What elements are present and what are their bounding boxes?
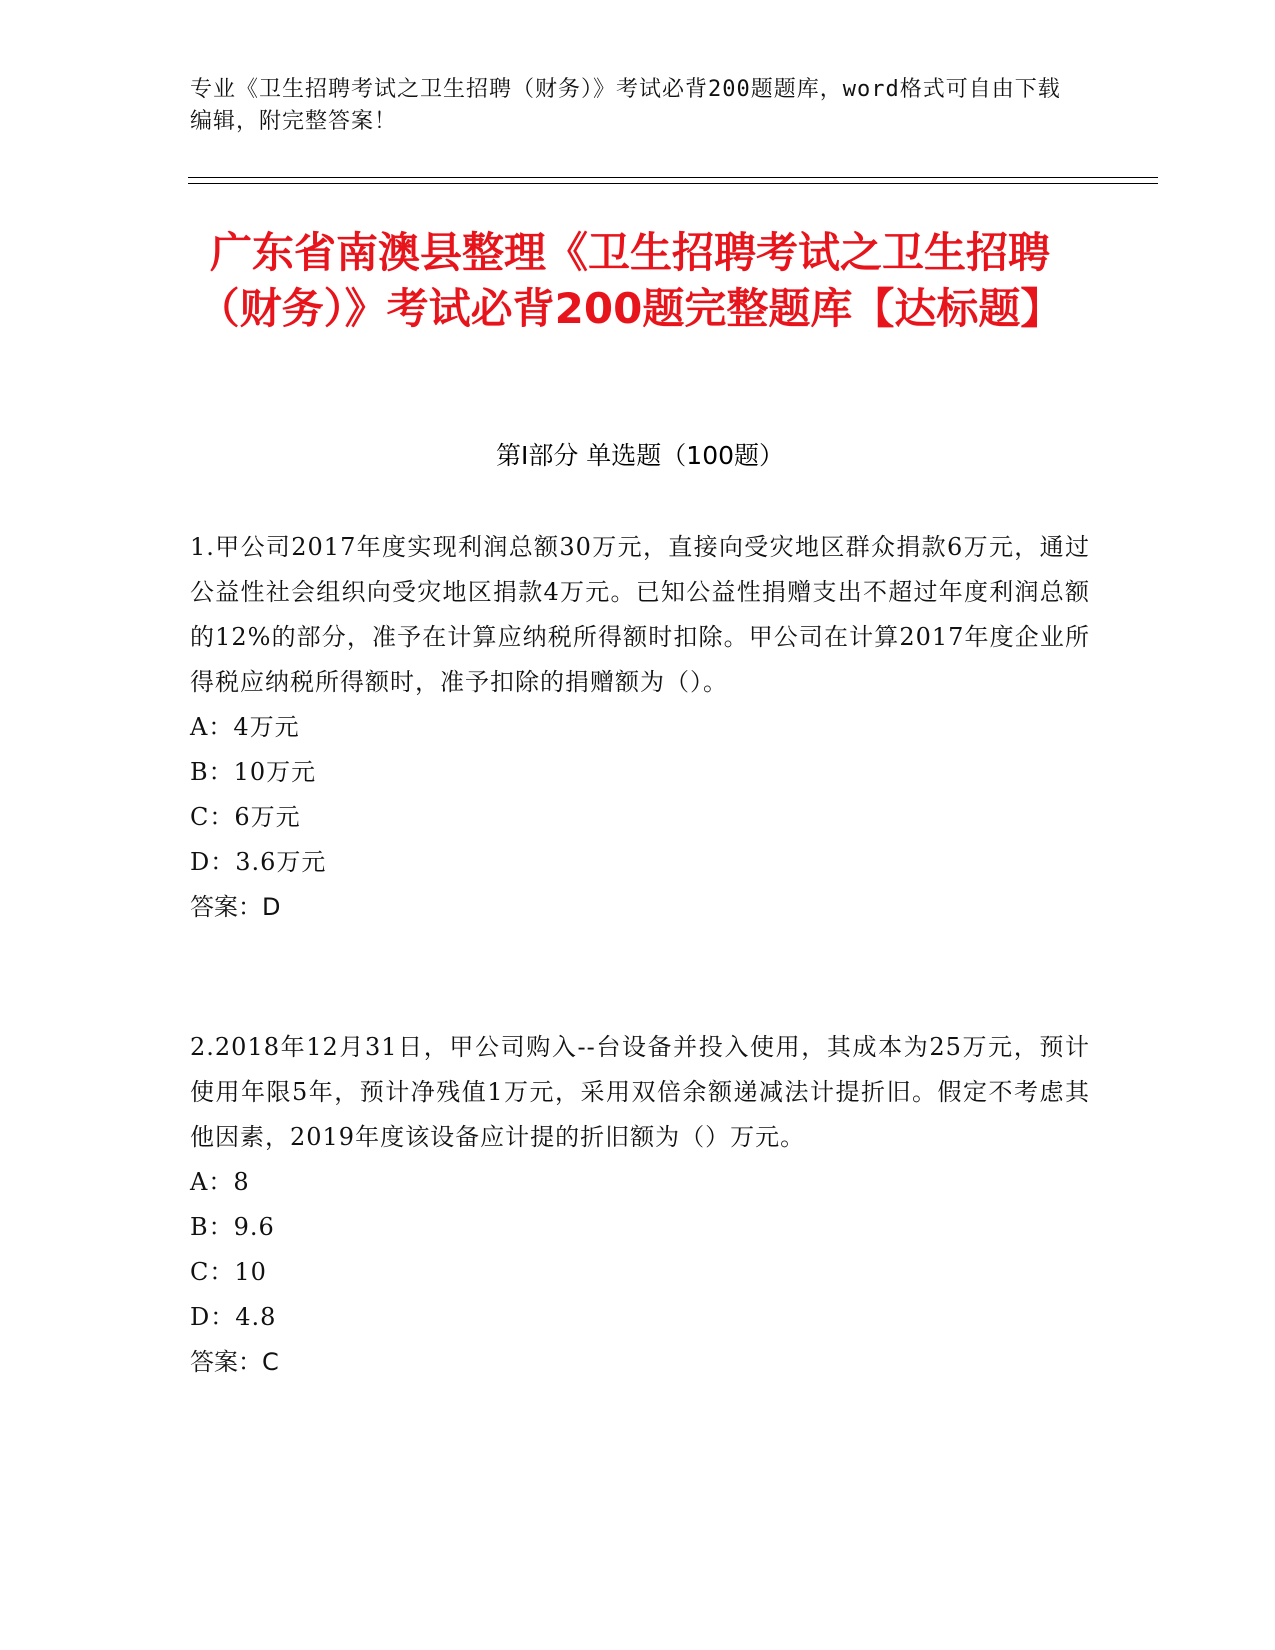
answer-line: 答案：D bbox=[190, 893, 281, 921]
option-b: B：9.6 bbox=[190, 1213, 275, 1241]
option-d: D：4.8 bbox=[190, 1303, 277, 1331]
question-stem: 1.甲公司2017年度实现利润总额30万元，直接向受灾地区群众捐款6万元，通过公益性社会组织向受灾地区捐款4万元。已知公益性捐赠支出不超过年度利润总额的12%的部分，准予在计算应纳税所得额时扣除。甲公司在计算2017年度企业所得税应纳税所得额时，准予扣除的捐赠额为（）。 bbox=[190, 533, 1090, 696]
option-b: B：10万元 bbox=[190, 758, 317, 786]
section-heading: 第Ⅰ部分 单选题（100题） bbox=[495, 441, 785, 470]
option-a: A：4万元 bbox=[190, 713, 300, 741]
option-list bbox=[190, 705, 1090, 885]
option-a: A：8 bbox=[190, 1168, 250, 1196]
option-c: C：6万元 bbox=[190, 803, 301, 831]
option-c: C：10 bbox=[190, 1258, 267, 1286]
document-title: 广东省南澳县整理《卫生招聘考试之卫生招聘（财务）》考试必背200题完整题库【达标题】 bbox=[197, 228, 1063, 333]
answer-line: 答案：C bbox=[190, 1348, 279, 1376]
question-1 bbox=[190, 525, 1090, 930]
question-2 bbox=[190, 1025, 1090, 1385]
option-list bbox=[190, 1160, 1090, 1340]
question-stem: 2.2018年12月31日，甲公司购入--台设备并投入使用，其成本为25万元，预计使用年限5年，预计净残值1万元，采用双倍余额递减法计提折旧。假定不考虑其他因素，2019年度该设备应计提的折旧额为（）万元。 bbox=[190, 1033, 1090, 1151]
header-note: 专业《卫生招聘考试之卫生招聘（财务）》考试必背200题题库，word格式可自由下载编辑，附完整答案！ bbox=[190, 77, 1061, 134]
option-d: D：3.6万元 bbox=[190, 848, 327, 876]
header-divider-top bbox=[188, 177, 1158, 178]
header-divider-bottom bbox=[188, 183, 1158, 184]
